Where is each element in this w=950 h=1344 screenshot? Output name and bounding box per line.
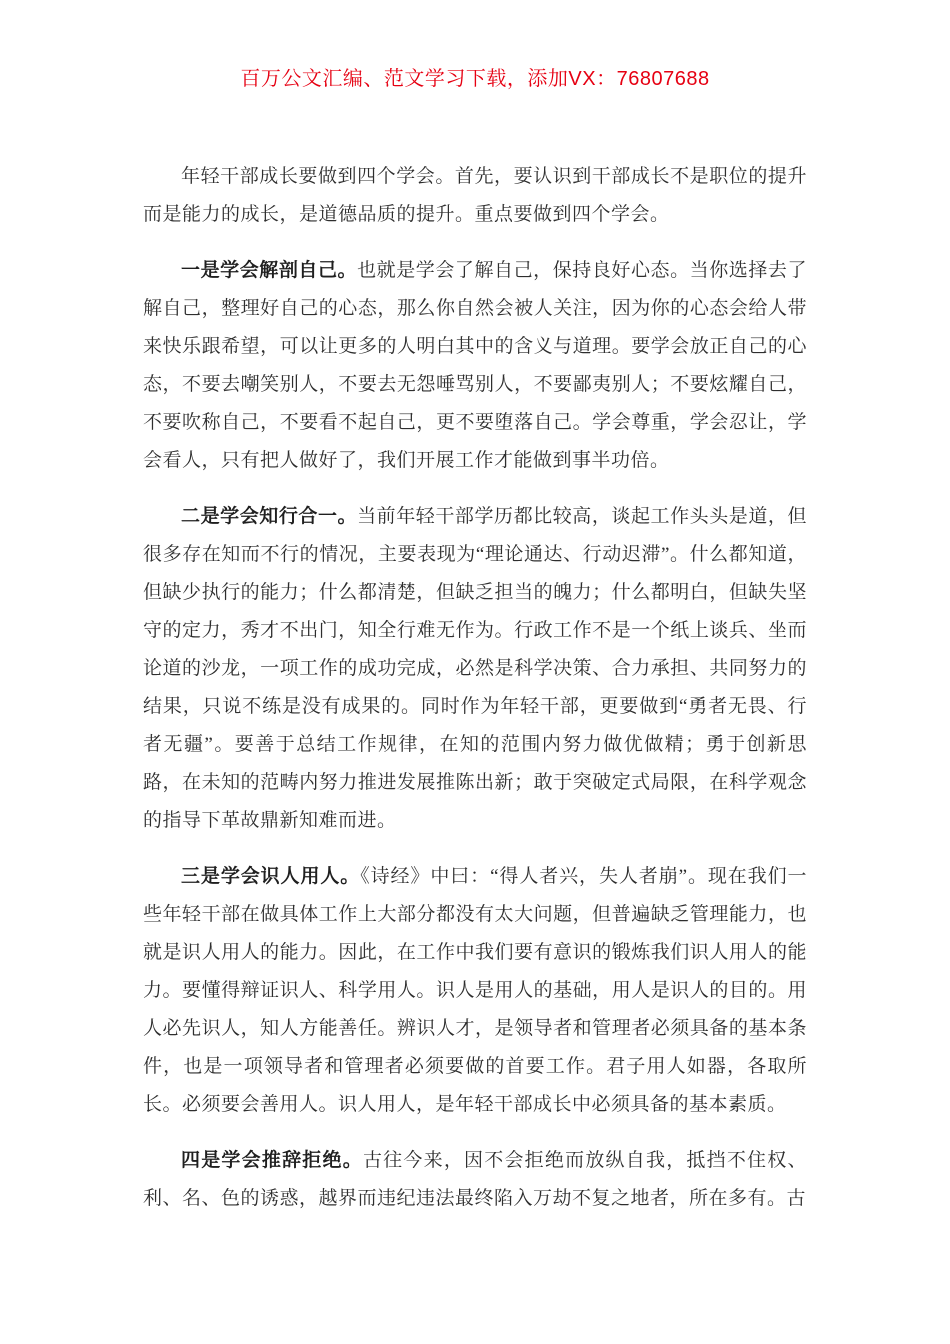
paragraph-lead: 一是学会解剖自己。 — [181, 260, 358, 281]
paragraph: 四是学会推辞拒绝。古往今来，因不会拒绝而放纵自我，抵挡不住权、利、名、色的诱惑，越界而违纪违法最终陷入万劫不复之地者，所在多有。古 — [143, 1150, 807, 1209]
document-body — [143, 158, 807, 1218]
paragraph-lead: 四是学会推辞拒绝。 — [181, 1150, 363, 1171]
header-notice: 百万公文汇编、范文学习下载，添加VX：76807688 — [240, 68, 710, 90]
paragraph: 二是学会知行合一。当前年轻干部学历都比较高，谈起工作头头是道，但很多存在知而不行的情况，主要表现为“理论通达、行动迟滞”。什么都知道，但缺少执行的能力；什么都清楚，但缺乏担当的魄力；什么都明白，但缺失坚守的定力，秀才不出门，知全行难无作为。行政工作不是一个纸上谈兵、坐而论道的沙龙，一项工作的成功完成，必然是科学决策、合力承担、共同努力的结果，只说不练是没有成果的。同时作为年轻干部，更要做到“勇者无畏、行者无疆”。要善于总结工作规律，在知的范围内努力做优做精；勇于创新思路，在未知的范畴内努力推进发展推陈出新；敢于突破定式局限，在科学观念的指导下革故鼎新知难而进。 — [143, 506, 807, 831]
paragraph: 三是学会识人用人。《诗经》中曰：“得人者兴，失人者崩”。现在我们一些年轻干部在做具体工作上大部分都没有太大问题，但普遍缺乏管理能力，也就是识人用人的能力。因此，在工作中我们要有意识的锻炼我们识人用人的能力。要懂得辩证识人、科学用人。识人是用人的基础，用人是识人的目的。用人必先识人，知人方能善任。辨识人才，是领导者和管理者必须具备的基本条件，也是一项领导者和管理者必须要做的首要工作。君子用人如器，各取所长。必须要会善用人。识人用人，是年轻干部成长中必须具备的基本素质。 — [143, 866, 807, 1115]
paragraph: 一是学会解剖自己。也就是学会了解自己，保持良好心态。当你选择去了解自己，整理好自己的心态，那么你自然会被人关注，因为你的心态会给人带来快乐跟希望，可以让更多的人明白其中的含义与道理。要学会放正自己的心态，不要去嘲笑别人，不要去无怨唾骂别人，不要鄙夷别人；不要炫耀自己，不要吹称自己，不要看不起自己，更不要堕落自己。学会尊重，学会忍让，学会看人，只有把人做好了，我们开展工作才能做到事半功倍。 — [143, 260, 807, 471]
paragraph-lead: 二是学会知行合一。 — [181, 506, 358, 527]
paragraph-lead: 三是学会识人用人。 — [181, 866, 361, 887]
paragraph: 年轻干部成长要做到四个学会。首先，要认识到干部成长不是职位的提升而是能力的成长，是道德品质的提升。重点要做到四个学会。 — [143, 166, 807, 225]
